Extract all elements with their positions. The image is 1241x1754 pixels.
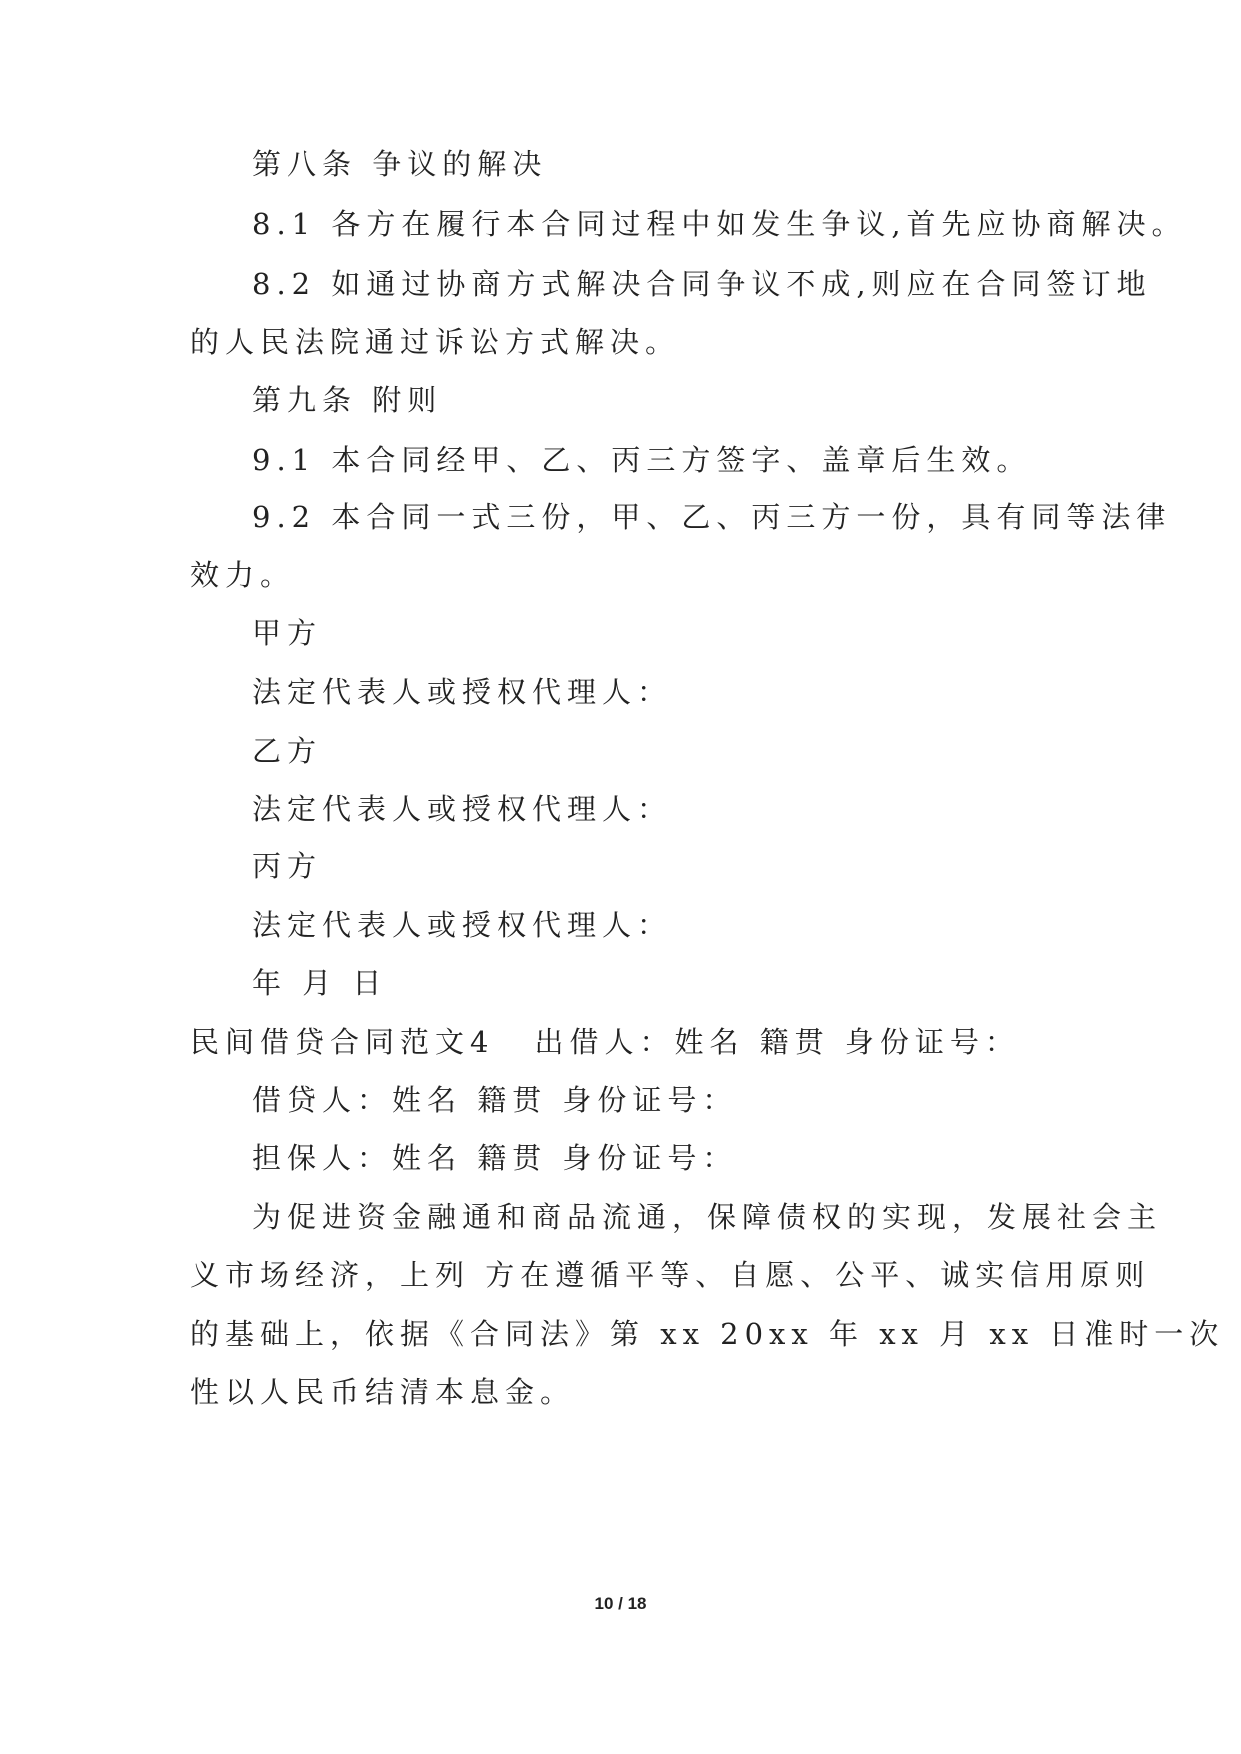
party-b-representative: 法定代表人或授权代理人：: [252, 792, 673, 826]
guarantor-line: 担保人：姓名 籍贯 身份证号：: [252, 1141, 738, 1175]
clause-9-2-line-2: 效力。: [190, 558, 296, 592]
article-8-heading: 第八条 争议的解决: [252, 147, 548, 181]
clause-8-2-line-1: 8.2 如通过协商方式解决合同争议不成,则应在合同签订地: [252, 267, 1152, 301]
purpose-paragraph-line-4: 性以人民币结清本息金。: [190, 1375, 576, 1409]
party-c-label: 丙方: [252, 849, 323, 883]
lender-line: 出借人：姓名 籍贯 身份证号：: [534, 1025, 1020, 1059]
clause-9-2-line-1: 9.2 本合同一式三份，甲、乙、丙三方一份，具有同等法律: [252, 500, 1172, 534]
article-9-heading: 第九条 附则: [252, 383, 443, 417]
party-b-label: 乙方: [252, 734, 323, 768]
party-c-representative: 法定代表人或授权代理人：: [252, 908, 673, 942]
purpose-paragraph-line-2: 义市场经济，上列 方在遵循平等、自愿、公平、诚实信用原则: [190, 1258, 1151, 1292]
party-a-representative: 法定代表人或授权代理人：: [252, 675, 673, 709]
borrower-line: 借贷人：姓名 籍贯 身份证号：: [252, 1083, 738, 1117]
purpose-paragraph-line-3: 的基础上，依据《合同法》第 xx 20xx 年 xx 月 xx 日准时一次: [190, 1317, 1225, 1351]
clause-8-2-line-2: 的人民法院通过诉讼方式解决。: [190, 325, 681, 359]
clause-8-1: 8.1 各方在履行本合同过程中如发生争议,首先应协商解决。: [252, 207, 1187, 241]
date-line: 年 月 日: [252, 966, 388, 1000]
purpose-paragraph-line-1: 为促进资金融通和商品流通，保障债权的实现，发展社会主: [252, 1200, 1163, 1234]
sample-4-heading-line: [190, 1022, 1020, 1062]
sample-4-title: 民间借贷合同范文4: [190, 1025, 495, 1059]
party-a-label: 甲方: [252, 616, 323, 650]
clause-9-1: 9.1 本合同经甲、乙、丙三方签字、盖章后生效。: [252, 443, 1032, 477]
page-number: 10 / 18: [594, 1594, 647, 1613]
